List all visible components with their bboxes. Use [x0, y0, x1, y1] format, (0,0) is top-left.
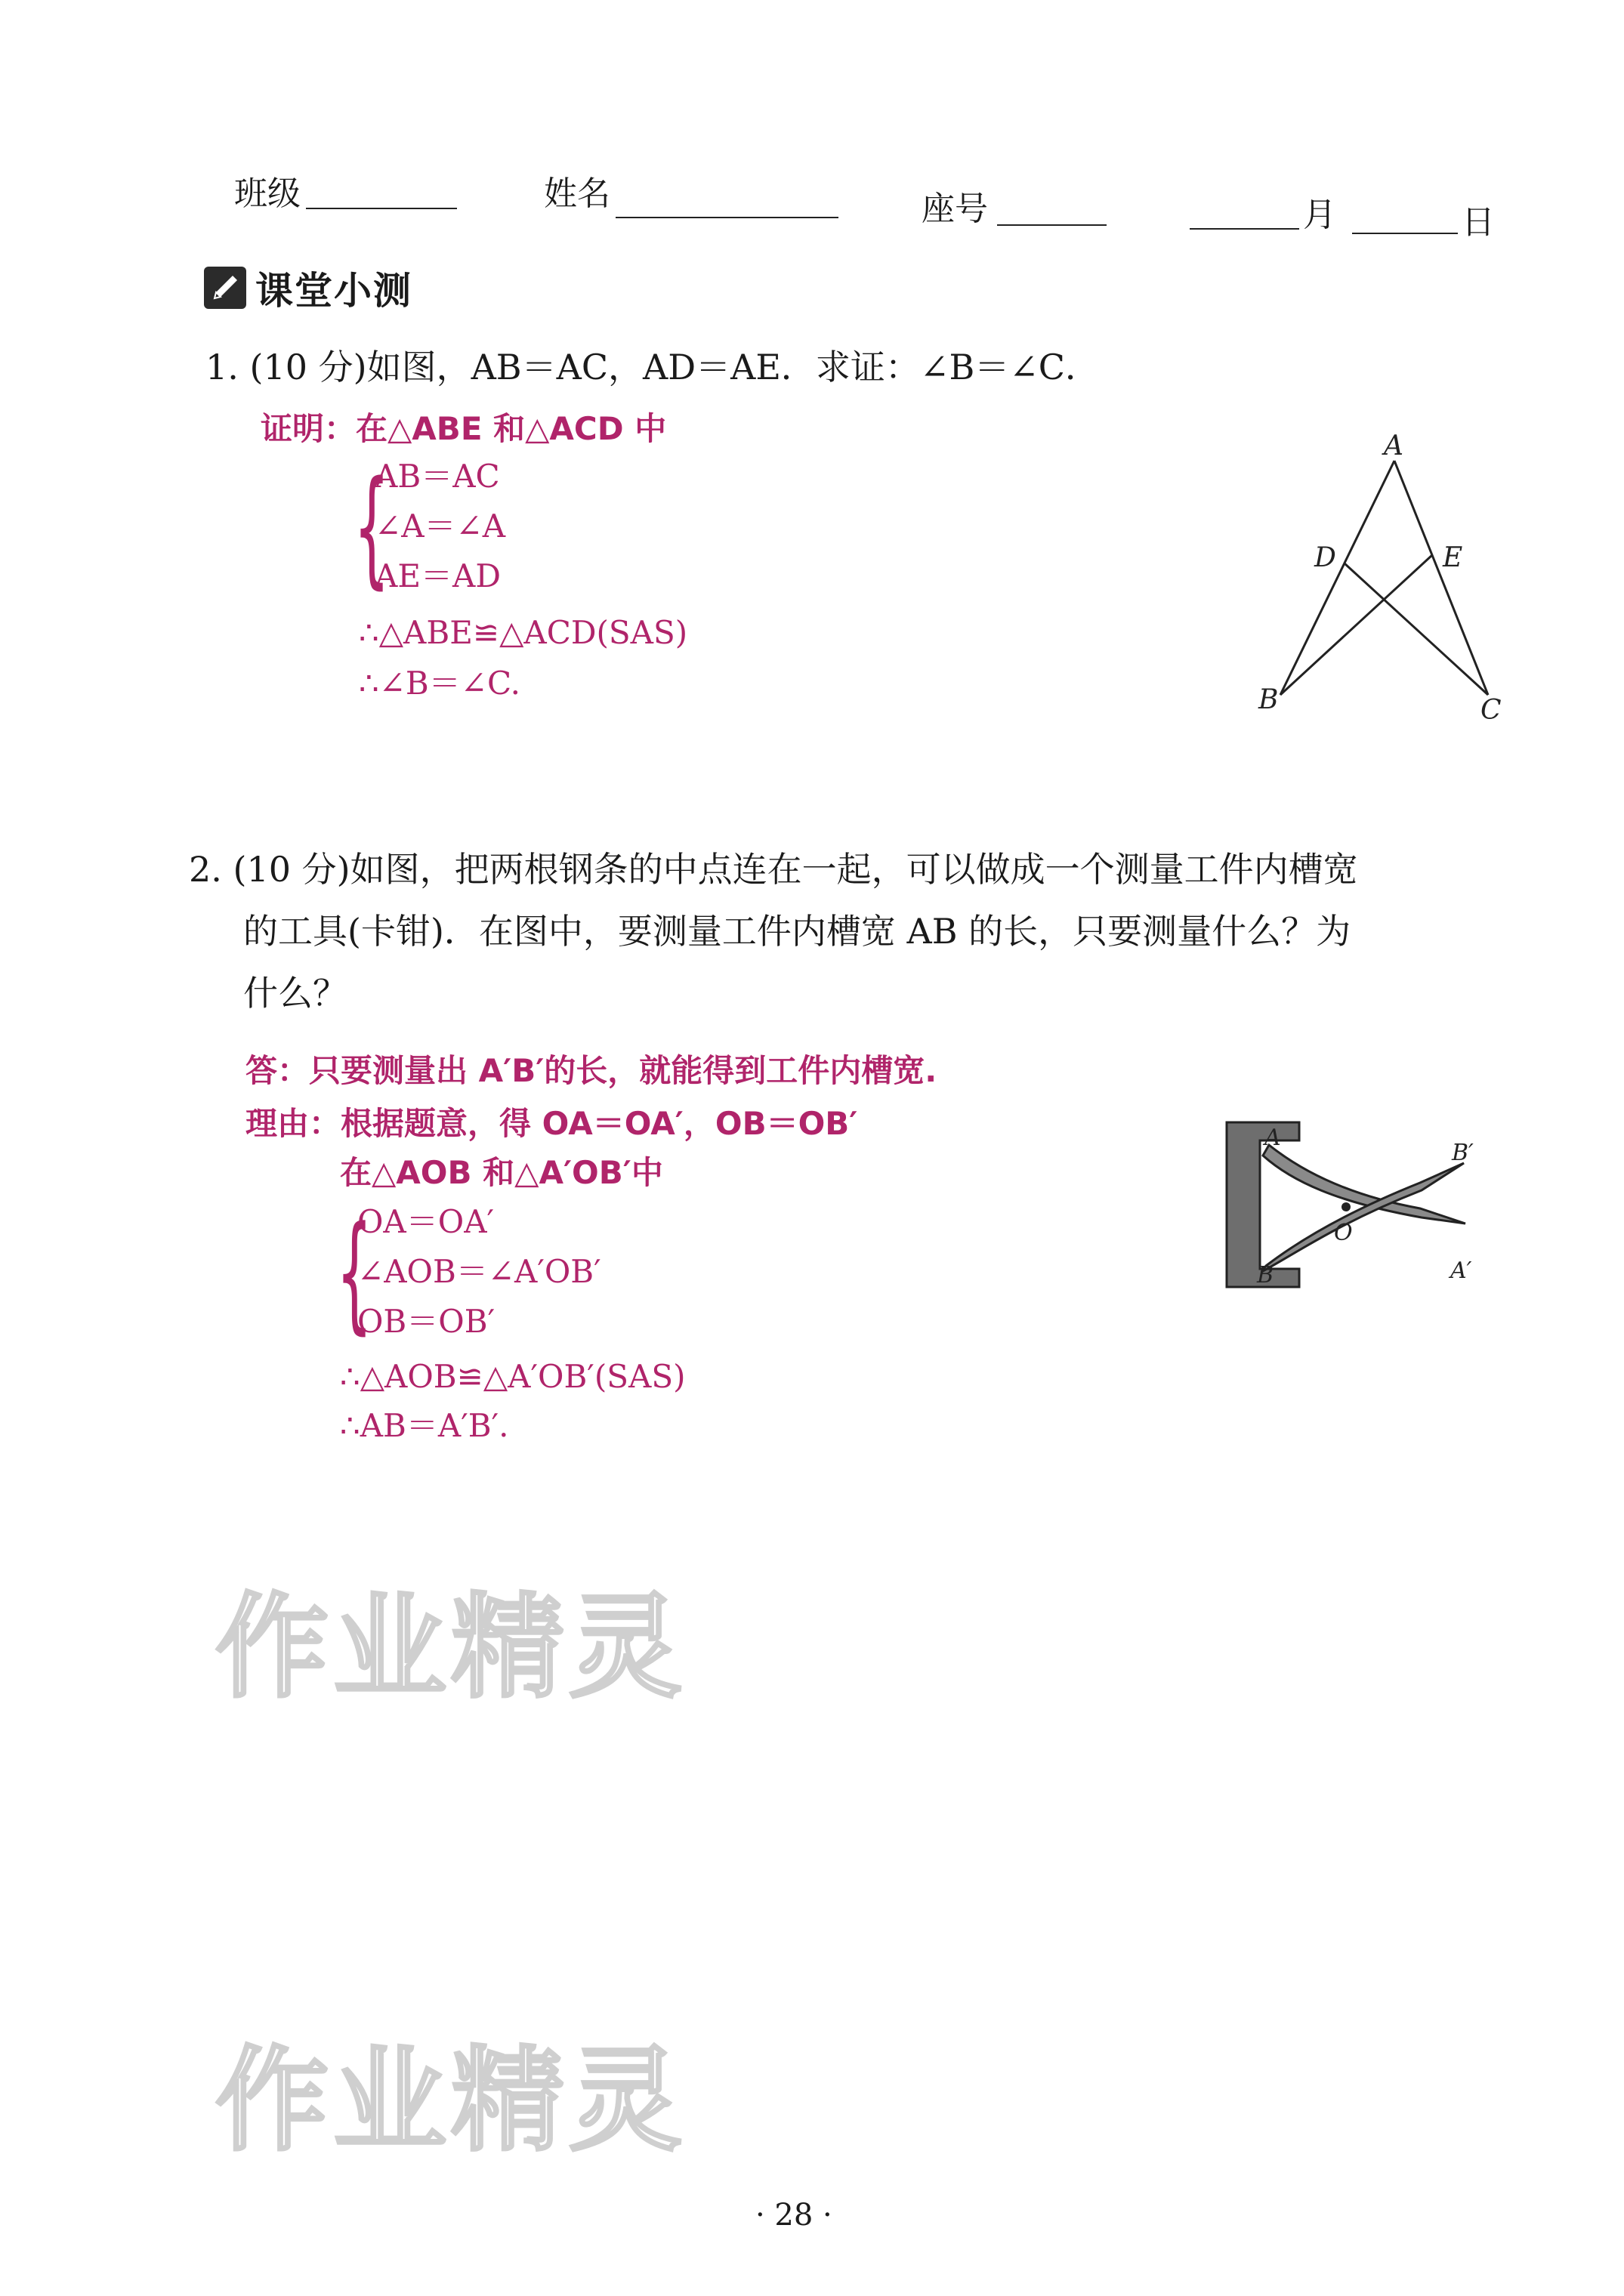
- q1-brace: {: [354, 453, 391, 601]
- label-B: B: [1258, 684, 1279, 715]
- q2-figure-calipers: [1224, 1118, 1480, 1299]
- class-blank[interactable]: [306, 208, 457, 209]
- q2-congruence: ∴△AOB≌△A′OB′(SAS): [340, 1358, 686, 1395]
- label-D: D: [1314, 542, 1336, 573]
- section-title-text: 课堂小测: [255, 269, 412, 313]
- line-DC: [1345, 563, 1488, 695]
- fig2-label-A: A: [1264, 1125, 1281, 1151]
- page-number: · 28 ·: [755, 2198, 832, 2233]
- seat-blank[interactable]: [997, 224, 1107, 226]
- fig2-label-B: B: [1257, 1262, 1274, 1288]
- q1-number: 1.: [205, 347, 239, 387]
- q2-text-line2: 的工具(卡钳)．在图中，要测量工件内槽宽 AB 的长，只要测量什么？为: [243, 911, 1351, 952]
- label-A: A: [1384, 430, 1403, 461]
- q2-text-line3: 什么？: [243, 973, 347, 1014]
- q2-answer-system: [336, 1197, 653, 1348]
- section-title: [204, 261, 412, 315]
- q2-points: (10 分): [233, 849, 350, 890]
- month-label: 月: [1303, 196, 1336, 234]
- q2-condition-2: ∠AOB＝∠A′OB′: [357, 1253, 601, 1290]
- q1-question: [205, 336, 1100, 398]
- pivot-O: [1341, 1202, 1351, 1211]
- pencil-icon: [204, 267, 246, 309]
- q2-conclusion: ∴AB＝A′B′.: [340, 1407, 509, 1444]
- line-EB: [1280, 555, 1432, 695]
- q2-answer-line2: 理由：根据题意，得 OA＝OA′，OB＝OB′: [245, 1105, 858, 1142]
- seat-label: 座号: [922, 190, 988, 228]
- q1-points: (10 分): [249, 347, 367, 387]
- q2-condition-3: OB＝OB′: [357, 1303, 496, 1340]
- q1-condition-2: ∠A＝∠A: [375, 508, 506, 545]
- day-label: 日: [1462, 203, 1495, 242]
- watermark-1: 作业精灵: [215, 1582, 687, 1714]
- line-AB: [1280, 461, 1394, 695]
- q1-congruence: ∴△ABE≌△ACD(SAS): [359, 614, 688, 651]
- q2-answer-line3: 在△AOB 和△A′OB′中: [340, 1154, 663, 1191]
- label-E: E: [1443, 542, 1463, 573]
- q1-answer-system: [354, 452, 580, 603]
- label-C: C: [1480, 695, 1502, 726]
- q1-condition-3: AE＝AD: [375, 557, 501, 594]
- fig2-label-Aprime: A′: [1450, 1258, 1472, 1284]
- q1-figure-triangle: [1254, 423, 1511, 740]
- q1-condition-1: AB＝AC: [375, 458, 500, 495]
- q2-answer-line1: 答：只要测量出 A′B′的长，就能得到工件内槽宽.: [245, 1052, 937, 1089]
- name-blank[interactable]: [616, 217, 838, 218]
- fig2-label-Bprime: B′: [1452, 1140, 1474, 1166]
- q1-conclusion: ∴∠B＝∠C.: [359, 665, 520, 702]
- watermark-2: 作业精灵: [215, 2035, 687, 2167]
- q1-text: 如图，AB＝AC，AD＝AE．求证：∠B＝∠C．: [366, 347, 1101, 387]
- q2-text-line1: 如图，把两根钢条的中点连在一起，可以做成一个测量工件内槽宽: [350, 849, 1358, 890]
- q1-answer-intro: 证明：在△ABE 和△ACD 中: [261, 410, 667, 447]
- q2-condition-1: OA＝OA′: [357, 1203, 495, 1240]
- q2-number: 2.: [189, 849, 222, 890]
- month-blank[interactable]: [1190, 228, 1299, 230]
- q2-question-line1: [189, 838, 1358, 900]
- class-label: 班级: [234, 174, 301, 213]
- fig2-label-O: O: [1334, 1220, 1353, 1246]
- name-label: 姓名: [544, 174, 610, 213]
- q2-brace: {: [336, 1199, 373, 1347]
- day-blank[interactable]: [1352, 233, 1458, 234]
